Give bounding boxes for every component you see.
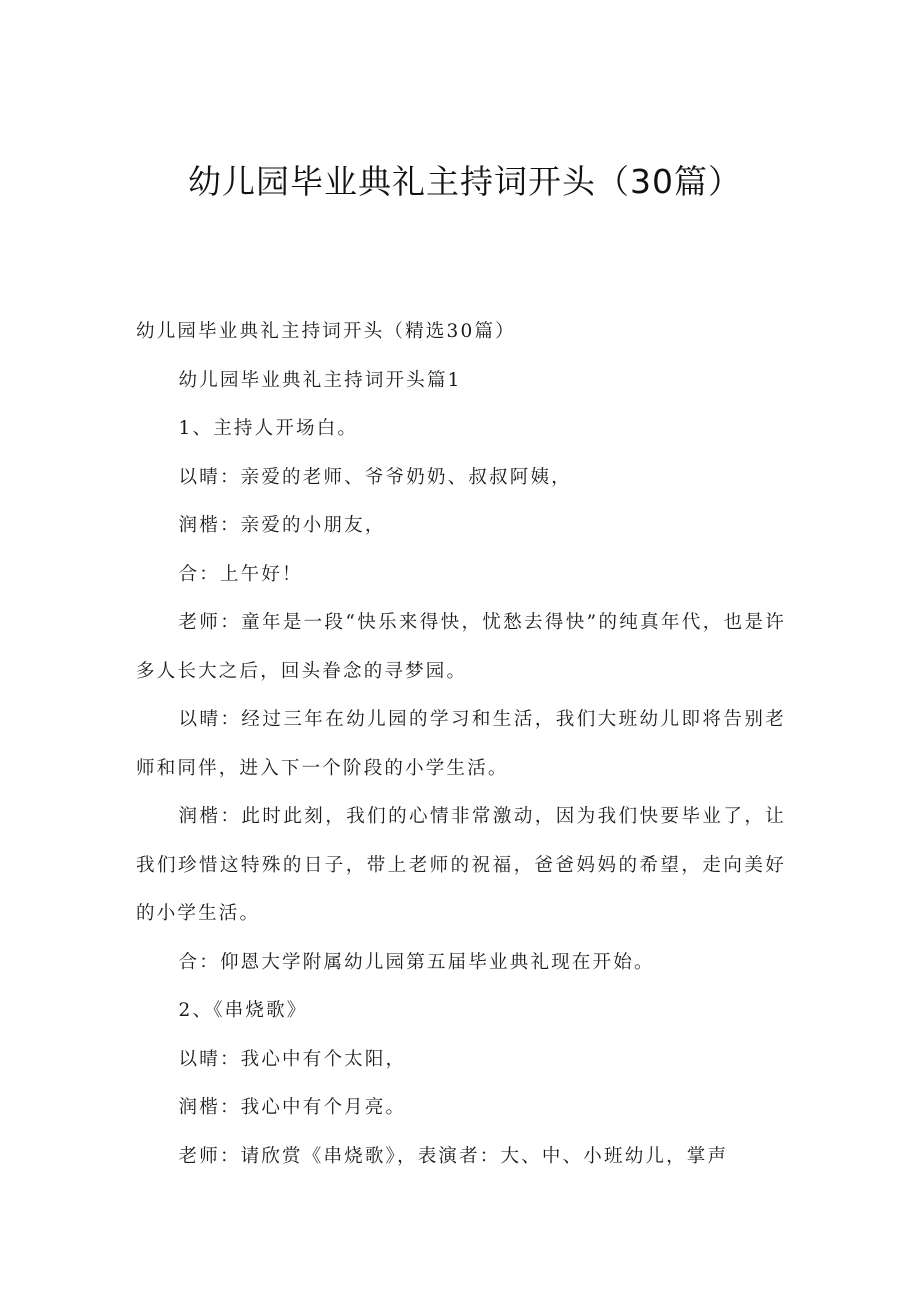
paragraph: 润楷：此时此刻，我们的心情非常激动，因为我们快要毕业了，让我们珍惜这特殊的日子，带上老师的祝福，爸爸妈妈的希望，走向美好的小学生活。 [136,806,786,924]
paragraph: 老师：请欣赏《串烧歌》，表演者：大、中、小班幼儿，掌声 [178,1145,729,1167]
paragraph: 老师：童年是一段“快乐来得快，忧愁去得快”的纯真年代，也是许多人长大之后，回头眷念的寻梦园。 [136,612,786,682]
paragraph: 合：仰恩大学附属幼儿园第五届毕业典礼现在开始。 [178,951,655,973]
document-title: 幼儿园毕业典礼主持词开头（30篇） [188,162,742,201]
paragraph: 润楷：亲爱的小朋友， [178,515,386,536]
document-body [136,308,786,1181]
document-subtitle: 幼儿园毕业典礼主持词开头（精选30篇） [136,321,516,342]
section-heading: 幼儿园毕业典礼主持词开头篇1 [178,369,462,391]
paragraph: 1、主持人开场白。 [178,418,359,439]
paragraph: 合：上午好！ [178,563,303,585]
paragraph: 以晴：经过三年在幼儿园的学习和生活，我们大班幼儿即将告别老师和同伴，进入下一个阶段的小学生活。 [136,709,786,779]
paragraph: 润楷：我心中有个月亮。 [178,1097,407,1118]
paragraph: 以晴：亲爱的老师、爷爷奶奶、叔叔阿姨， [178,466,572,488]
paragraph: 2、《串烧歌》 [178,1000,308,1021]
paragraph: 以晴：我心中有个太阳， [178,1048,407,1070]
